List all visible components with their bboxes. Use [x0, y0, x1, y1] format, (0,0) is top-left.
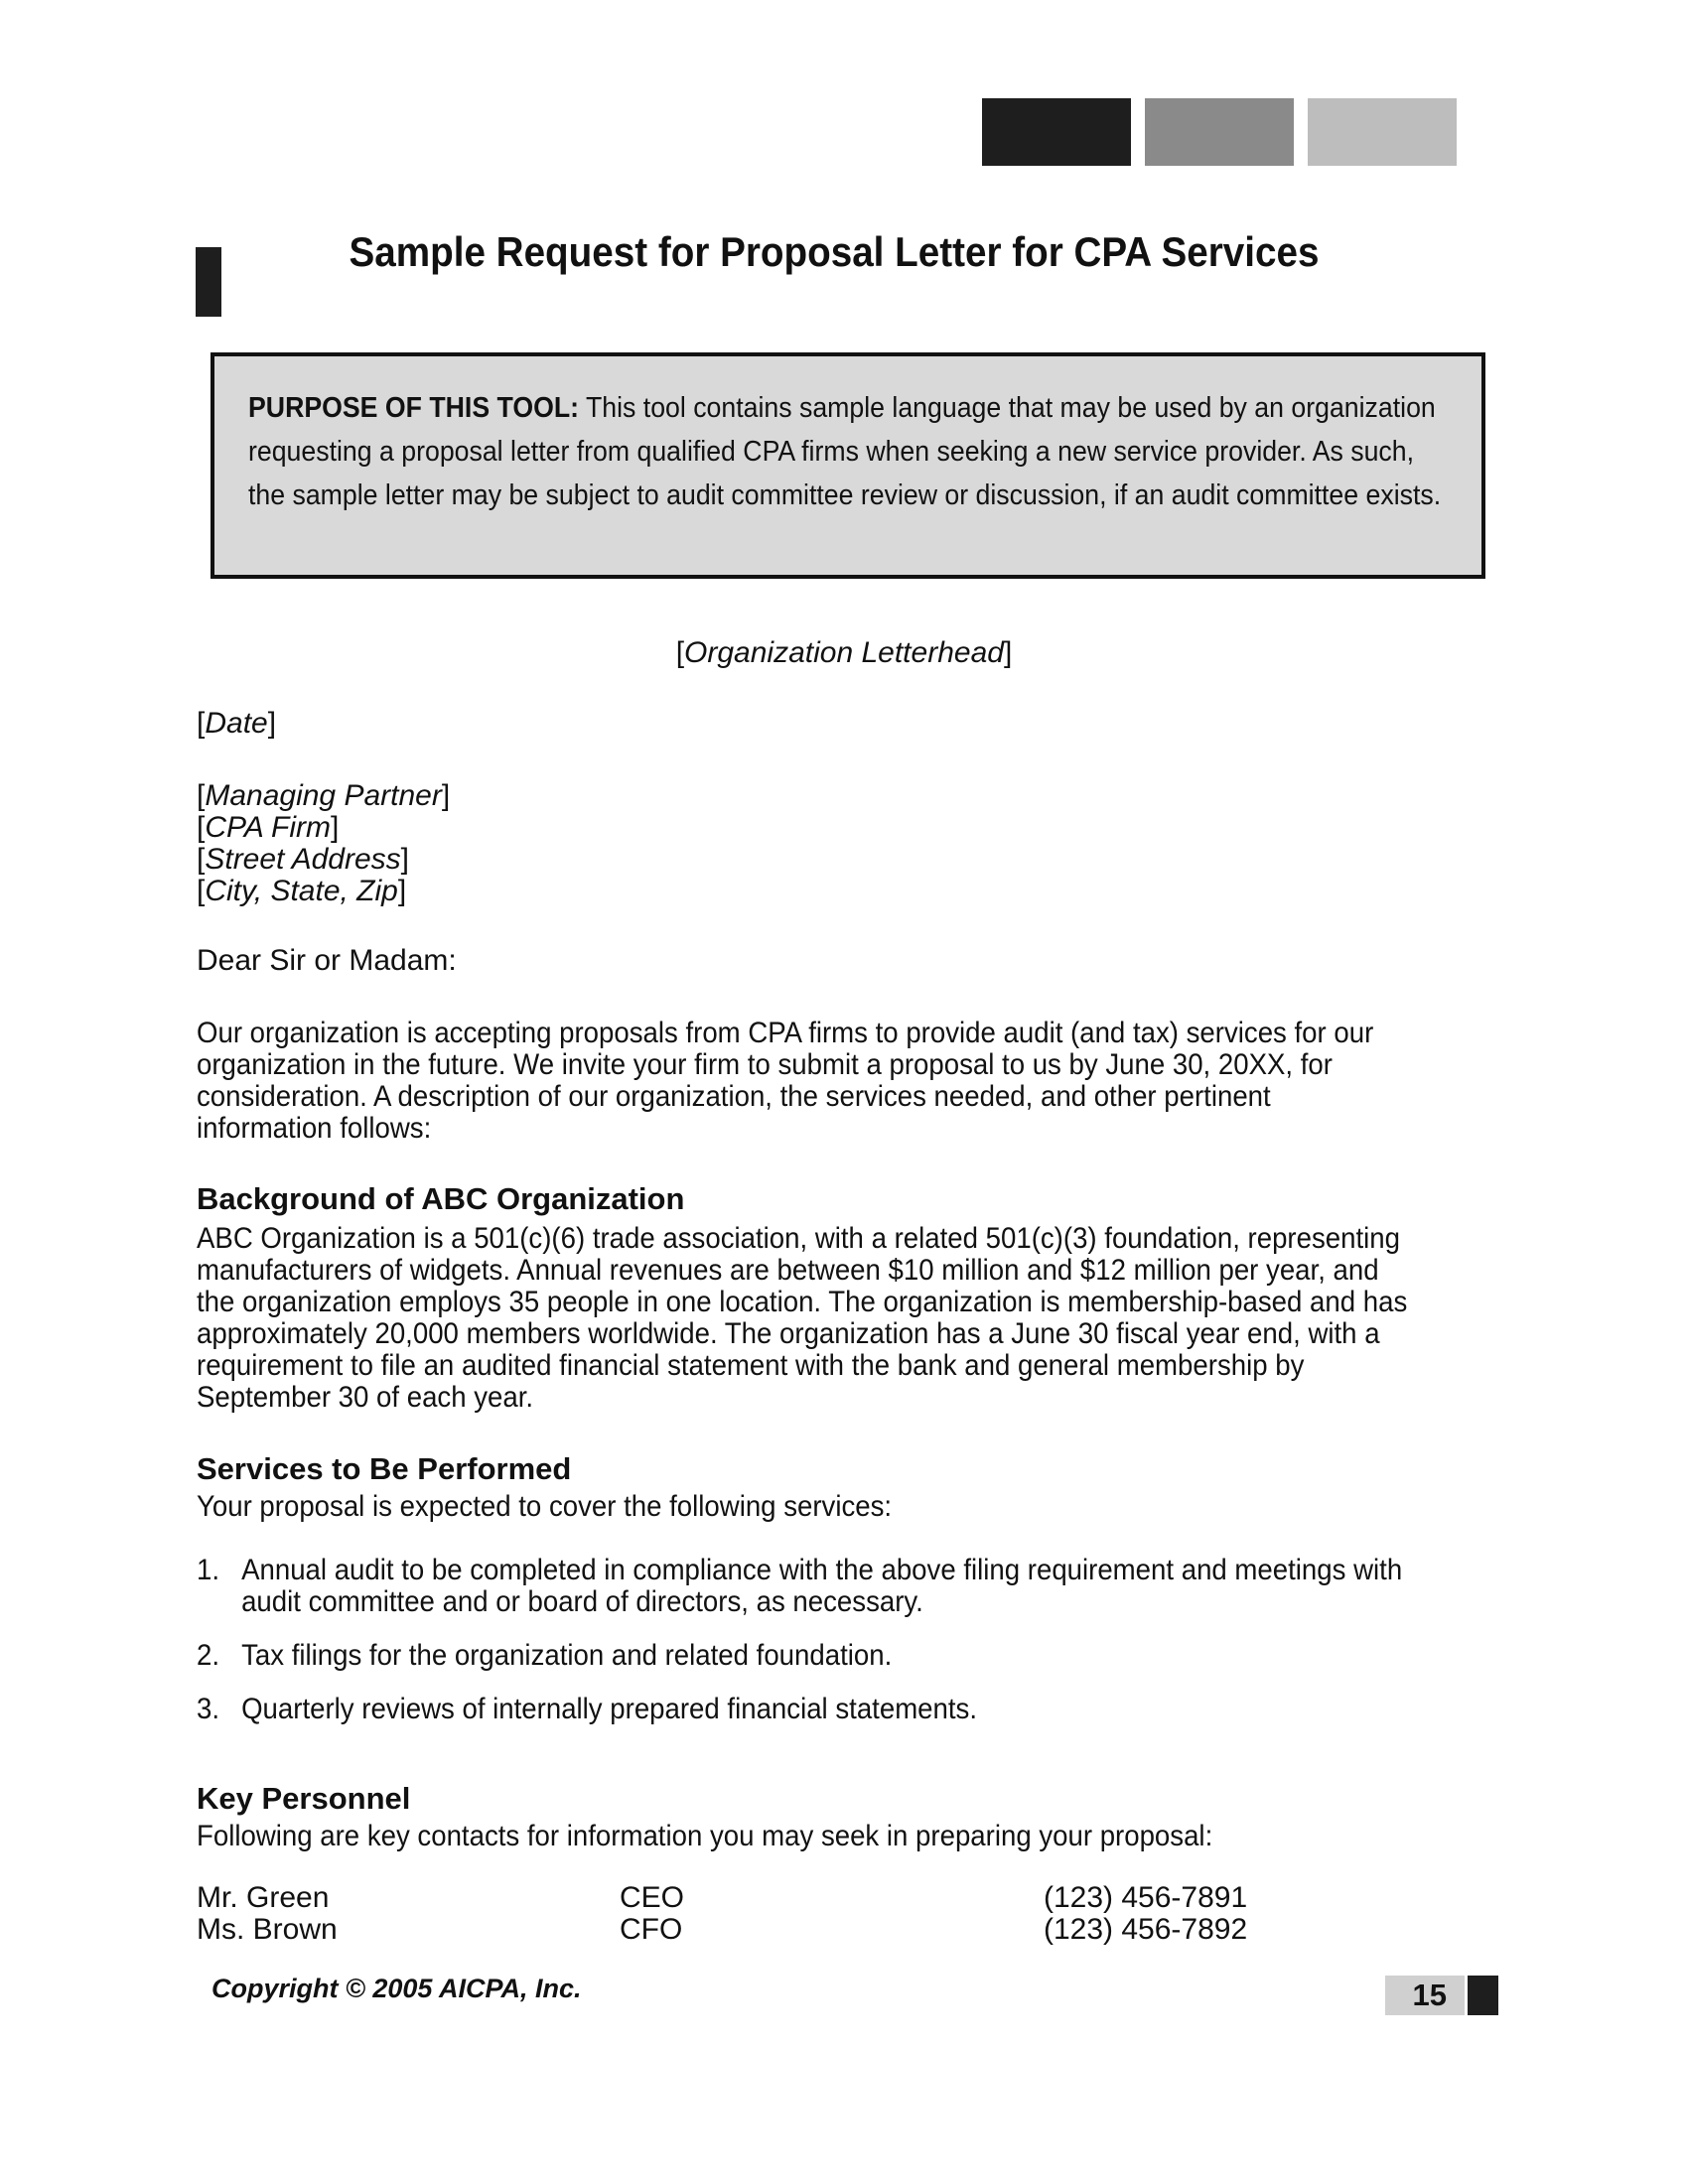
contact-phone: (123) 456-7892 [1044, 1913, 1248, 1946]
purpose-paragraph [248, 386, 1454, 517]
intro-paragraph-wrap [197, 1018, 1517, 1145]
contacts-table [197, 1882, 1289, 1946]
contact-title: CEO [620, 1881, 685, 1914]
services-list [197, 1555, 1517, 1747]
intro-paragraph: Our organization is accepting proposals from CPA firms to provide audit (and tax) services for our organization in the future. We invite your firm to submit a proposal to us by June 30, 20XX, for consideration. A description of our organization, the services needed, and other pertinent information follows: [197, 1017, 1374, 1145]
personnel-intro: Following are key contacts for information you may seek in preparing your proposal: [197, 1820, 1213, 1852]
section-heading-background: Background of ABC Organization [197, 1181, 685, 1216]
list-text: Annual audit to be completed in compliance with the above filing requirement and meetings with audit committee and or board of directors, as necessary. [241, 1554, 1403, 1618]
letterhead-placeholder: [Organization Letterhead] [675, 636, 1013, 669]
purpose-text: This tool contains sample language that may be used by an organization requesting a proposal letter from qualified CPA firms when seeking a new service provider. As such, the sample letter may be subject to audit committee review or discussion, if an audit committee exists. [248, 392, 1442, 511]
personnel-intro-wrap [197, 1821, 1517, 1852]
purpose-label: PURPOSE OF THIS TOOL: [248, 392, 580, 424]
list-text: Tax filings for the organization and related foundation. [241, 1639, 893, 1672]
contact-row [197, 1882, 1289, 1914]
list-text: Quarterly reviews of internally prepared financial statements. [241, 1693, 978, 1725]
address-city-state-zip: City, State, Zip [205, 875, 398, 907]
contact-title: CFO [620, 1913, 683, 1946]
address-line: [Managing Partner] [197, 779, 451, 812]
page-title: Sample Request for Proposal Letter for CPA Services [349, 228, 1320, 275]
header-block-dark [982, 98, 1131, 166]
list-number: 3. [197, 1693, 220, 1725]
address-line: [Street Address] [197, 843, 410, 876]
purpose-box [211, 352, 1485, 579]
page-number: 15 [1412, 1978, 1447, 2012]
background-paragraph-wrap [197, 1223, 1517, 1414]
salutation: Dear Sir or Madam: [197, 944, 457, 977]
address-line: [City, State, Zip] [197, 875, 407, 907]
list-item [197, 1694, 1412, 1725]
title-accent-bar [196, 247, 221, 317]
contact-name: Ms. Brown [197, 1913, 338, 1946]
header-block-light [1308, 98, 1457, 166]
section-heading-services: Services to Be Performed [197, 1451, 572, 1486]
contact-name: Mr. Green [197, 1881, 330, 1914]
header-block-mid [1145, 98, 1294, 166]
copyright-notice: Copyright © 2005 AICPA, Inc. [211, 1974, 582, 2003]
list-item [197, 1640, 1412, 1672]
address-cpa-firm: CPA Firm [205, 811, 331, 844]
address-block [197, 780, 450, 907]
list-item [197, 1555, 1412, 1618]
services-intro: Your proposal is expected to cover the following services: [197, 1490, 893, 1523]
list-number: 1. [197, 1554, 220, 1586]
date-text: Date [205, 707, 268, 740]
date-placeholder: [Date] [197, 707, 277, 740]
contact-row [197, 1914, 1289, 1946]
address-line: [CPA Firm] [197, 811, 340, 844]
list-number: 2. [197, 1639, 220, 1672]
background-paragraph: ABC Organization is a 501(c)(6) trade association, with a related 501(c)(3) foundation, representing manufacturers of widgets. Annual revenues are between $10 million and $12 million per year, and the organization employs 35 people in one location. The organization is membership-based and has approximately 20,000 members worldwide. The organization has a June 30 fiscal year end, with a requirement to file an audited financial statement with the bank and general membership by September 30 of each year. [197, 1222, 1408, 1414]
page-number-accent-bar [1468, 1976, 1498, 2015]
address-managing-partner: Managing Partner [205, 779, 442, 812]
letterhead-text: Organization Letterhead [684, 636, 1004, 669]
address-street: Street Address [205, 843, 401, 876]
section-heading-personnel: Key Personnel [197, 1781, 411, 1816]
contact-phone: (123) 456-7891 [1044, 1881, 1248, 1914]
services-intro-wrap [197, 1491, 1517, 1523]
